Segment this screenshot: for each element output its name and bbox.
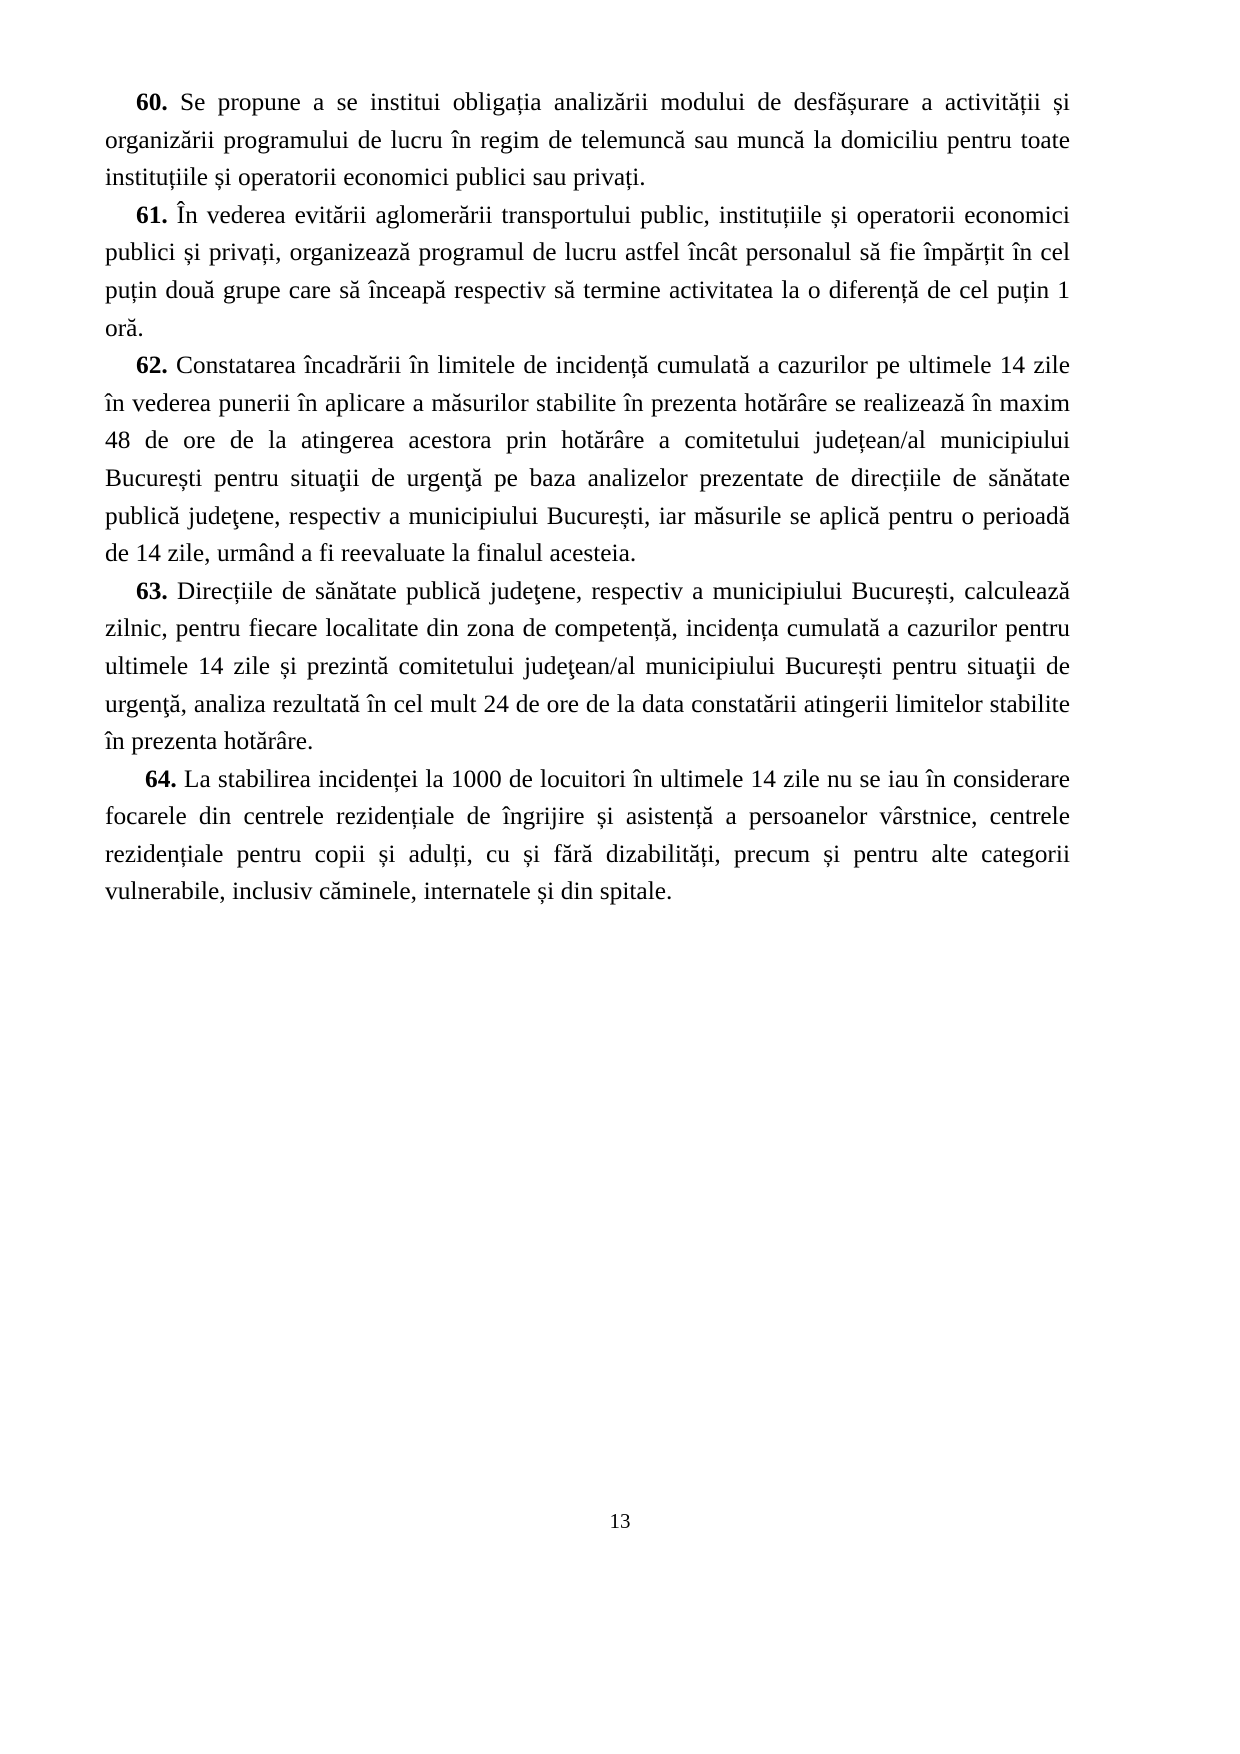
paragraph-60 [105,84,1070,197]
document-body [105,84,1070,911]
paragraph-64-text: La stabilirea incidenței la 1000 de locuitori în ultimele 14 zile nu se iau în considerare focarele din centrele rezidențiale de îngrijire și asistență a persoanelor vârstnice, centrele rezidențiale pentru copii și adulți, cu și fără dizabilități, precum și pentru alte categorii vulnerabile, inclusiv căminele, internatele și din spitale. [105,764,1070,906]
paragraph-61-text: În vederea evitării aglomerării transportului public, instituțiile și operatorii economici publici și privați, organizează programul de lucru astfel încât personalul să fie împărțit în cel puțin două grupe care să înceapă respectiv să termine activitatea la o diferență de cel puțin 1 oră. [105,200,1070,342]
paragraph-61 [105,197,1070,347]
paragraph-64-number: 64. [145,764,177,793]
paragraph-62 [105,347,1070,573]
paragraph-60-text: Se propune a se institui obligația analizării modului de desfășurare a activității și organizării programului de lucru în regim de telemuncă sau muncă la domiciliu pentru toate instituțiile și operatorii economici publici sau privați. [105,88,1070,192]
paragraph-62-number: 62. [136,351,168,380]
paragraph-64 [105,761,1070,911]
paragraph-60-number: 60. [136,88,168,116]
paragraph-63 [105,573,1070,761]
paragraph-63-number: 63. [136,576,168,605]
paragraph-61-number: 61. [136,200,168,229]
paragraph-62-text: Constatarea încadrării în limitele de incidență cumulată a cazurilor pe ultimele 14 zile în vederea punerii în aplicare a măsurilor stabilite în prezenta hotărâre se realizează în maxim 48 de ore de la atingerea acestora prin hotărâre a comitetului județean/al municipiului București pentru situaţii de urgenţă pe baza analizelor prezentate de direcțiile de sănătate publică judeţene, respectiv a municipiului București, iar măsurile se aplică pentru o perioadă de 14 zile, urmând a fi reevaluate la finalul acesteia. [105,351,1070,568]
paragraph-63-text: Direcțiile de sănătate publică judeţene, respectiv a municipiului București, calculează zilnic, pentru fiecare localitate din zona de competență, incidența cumulată a cazurilor pentru ultimele 14 zile și prezintă comitetului judeţean/al municipiului București pentru situaţii de urgenţă, analiza rezultată în cel mult 24 de ore de la data constatării atingerii limitelor stabilite în prezenta hotărâre. [105,576,1070,756]
page-number: 13 [609,1509,631,1533]
